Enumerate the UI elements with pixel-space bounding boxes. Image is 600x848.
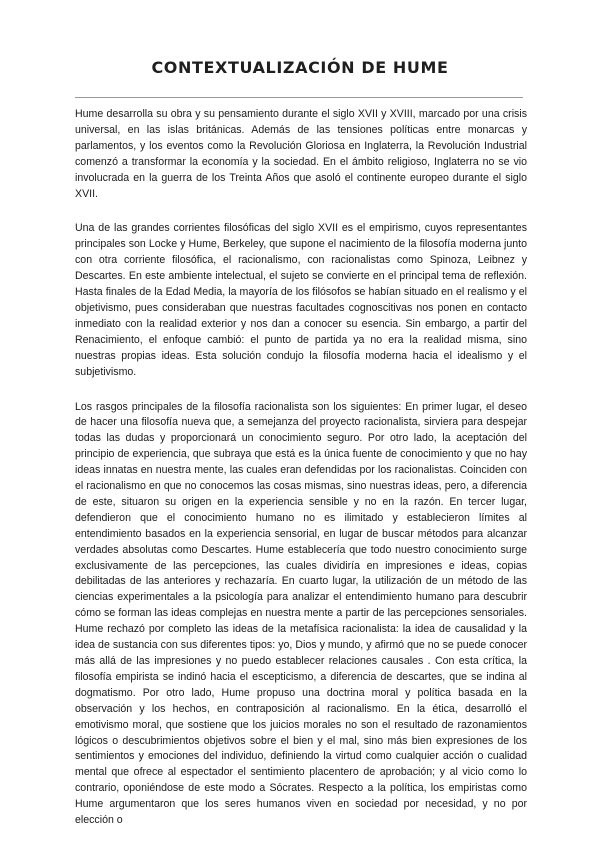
title-divider — [75, 97, 523, 98]
paragraph-empiricism: Una de las grandes corrientes filosóficas del siglo XVII es el empirismo, cuyos representantes principales son Locke y Hume, Berkeley, que supone el nacimiento de la filosofía moderna junto con otra corriente filosófica, el racionalismo, con racionalistas como Spinoza, Leibnez y Descartes. En este ambiente intelectual, el sujeto se convierte en el principal tema de reflexión. Hasta finales de la Edad Media, la mayoría de los filósofos se habían situado en el realismo y el objetivismo, pues consideraban que nuestras facultades cognoscitivas nos ponen en contacto inmediato con la realidad exterior y nos dan a conocer su esencia. Sin embargo, a partir del Renacimiento, el enfoque cambió: el punto de partida ya no era la realidad misma, sino nuestras propias ideas. Esta solución condujo la filosofía moderna hacia el idealismo y el subjetivismo. — [75, 222, 527, 378]
page-title: CONTEXTUALIZACIÓN DE HUME — [151, 58, 449, 77]
document-body — [75, 107, 527, 848]
paragraph-context: Hume desarrolla su obra y su pensamiento durante el siglo XVII y XVIII, marcado por una crisis universal, en las islas británicas. Además de las tensiones políticas entre monarcas y parlamentos, y los eventos como la Revolución Gloriosa en Inglaterra, la Revolución Industrial comenzó a transformar la economía y la sociedad. En el ámbito religioso, Inglaterra no se vio involucrada en la guerra de los Treinta Años que asoló el continente europeo durante el siglo XVII. — [75, 108, 527, 200]
paragraph-features: Los rasgos principales de la filosofía racionalista son los siguientes: En primer lugar, el deseo de hacer una filosofía nueva que, a semejanza del proyecto racionalista, sirviera para despejar todas las dudas y proporcionará un conocimiento seguro. Por otro lado, la aceptación del principio de experiencia, que subraya que está es la única fuente de conocimiento y que no hay ideas innatas en nuestra mente, las cuales eran defendidas por los racionalistas. Coinciden con el racionalismo en que no conocemos las cosas mismas, sino nuestras ideas, pero, a diferencia de este, situaron su origen en la experiencia sensible y no en la razón. En tercer lugar, defendieron que el conocimiento humano no es ilimitado y establecieron límites al entendimiento basados en la experiencia sensorial, en lugar de buscar métodos para alcanzar verdades absolutas como Descartes. Hume establecería que todo nuestro conocimiento surge exclusivamente de las percepciones, las cuales dividiría en impresiones e ideas, copias debilitadas de las anteriores y rechazaría. En cuarto lugar, la utilización de un método de las ciencias experimentales a la psicología para analizar el entendimiento humano para descubrir cómo se forman las ideas complejas en nuestra mente a partir de las percepciones sensoriales. Hume rechazó por completo las ideas de la metafísica racionalista: la idea de causalidad y la idea de sustancia con sus diferentes tipos: yo, Dios y mundo, y afirmó que no se puede conocer más allá de las impresiones y no puedo establecer relaciones causales . Con esta crítica, la filosofía empirista se indinó hacia el escepticismo, a diferencia de descartes, que se indina al dogmatismo. Por otro lado, Hume propuso una doctrina moral y política basada en la observación y los hechos, en contraposición al racionalismo. En la ética, desarrolló el emotivismo moral, que sostiene que los juicios morales no son el resultado de razonamientos lógicos o descubrimientos objetivos sobre el bien y el mal, sino más bien expresiones de los sentimientos y emociones del individuo, definiendo la virtud como cualquier acción o cualidad mental que ofrece al espectador el sentimiento placentero de aprobación; y al vicio como lo contrario, oponiéndose de este modo a Sócrates. Respecto a la política, los empiristas como Hume argumentaron que los seres humanos viven en sociedad por necesidad, y no por elección o — [75, 400, 527, 827]
